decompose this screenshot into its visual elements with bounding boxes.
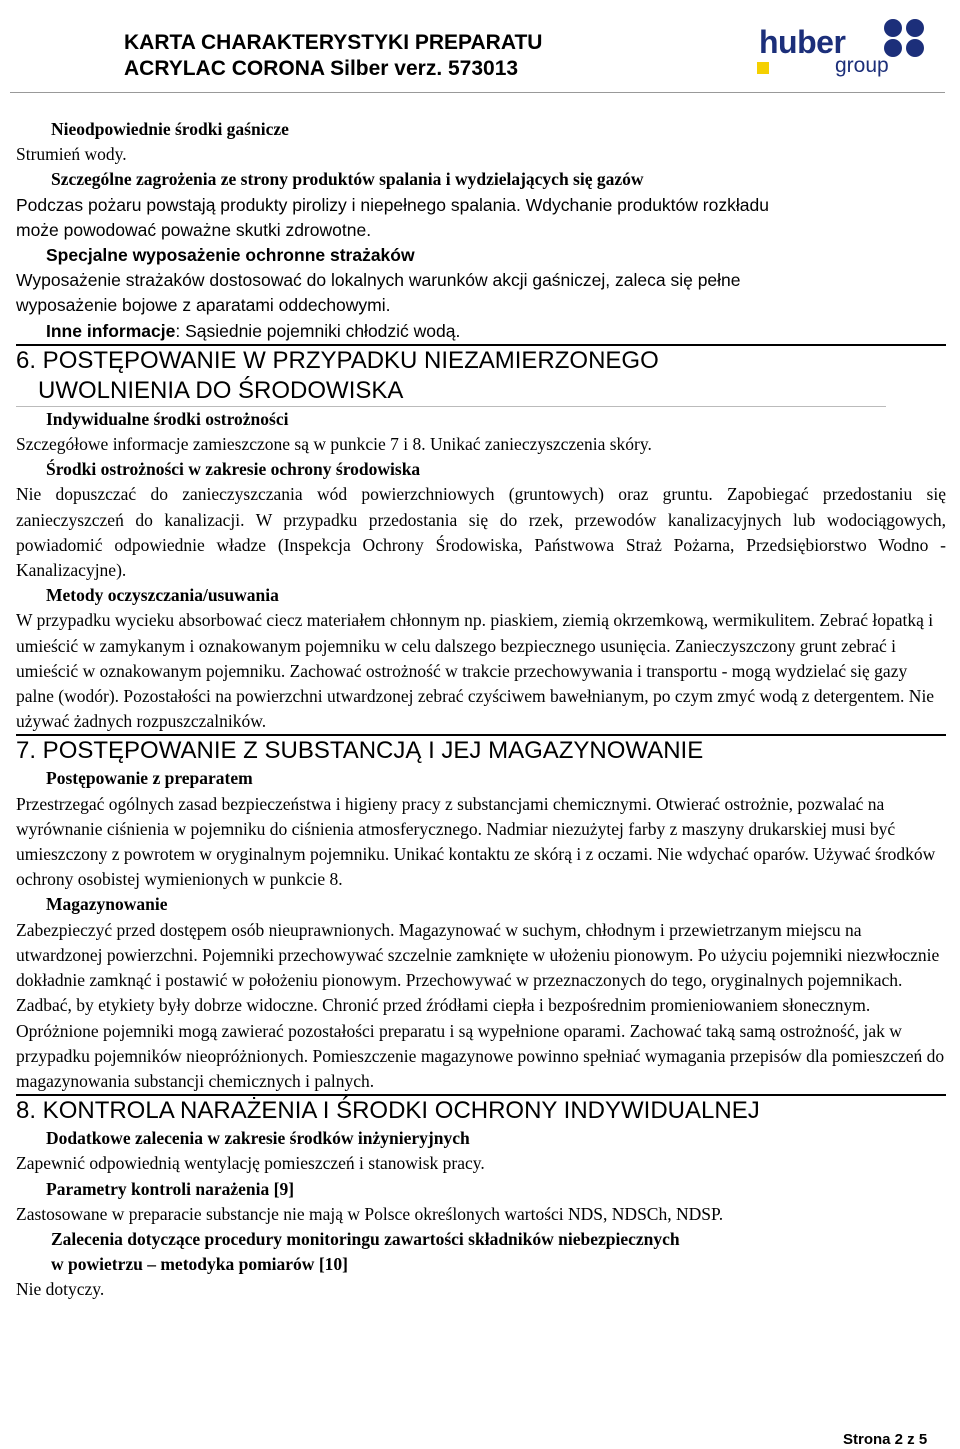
heading-exposure-parameters: Parametry kontroli narażenia [9] [46,1178,295,1199]
section-6-title-line1: 6. POSTĘPOWANIE W PRZYPADKU NIEZAMIERZONEGO [16,346,659,374]
document-title: KARTA CHARAKTERYSTYKI PREPARATU [124,31,543,54]
section-7-title: 7. POSTĘPOWANIE Z SUBSTANCJĄ I JEJ MAGAZYNOWANIE [16,737,704,765]
text-cleanup-methods: W przypadku wycieku absorbować ciecz materiałem chłonnym np. piaskiem, ziemią okrzemkową, wermikulitem. Zebrać łopatką i umieścić w zamykanym i oznakowanym pojemniku w celu dalszego bezpiecznego usunięcia. Zanieczyszczony grunt zebrać i umieścić w oznakowanym pojemniku. Zachować ostrożność w trakcie przechowywania i transportu - mogą wydzielać się gazy palne (wodór). Pozostałości na powierzchni utwardzonej zebrać czyściwem bawełnianym, po czym zmyć wodą z detergentem. Nie używać żadnych rozpuszczalników. [16,608,946,736]
text-monitoring: Nie dotyczy. [16,1279,105,1300]
text-exposure-parameters: Zastosowane w preparacie substancje nie mają w Polsce określonych wartości NDS, NDSCh, NDSP. [16,1203,724,1224]
heading-monitoring-1: Zalecenia dotyczące procedury monitoringu zawartości składników niebezpiecznych [51,1228,680,1249]
other-information-label: Inne informacje [46,320,176,341]
header-divider [10,92,945,93]
text-firefighter-equipment-2: wyposażenie bojowe z aparatami oddechowymi. [16,295,391,316]
text-unsuitable-media: Strumień wody. [16,144,127,165]
text-special-hazards-1: Podczas pożaru powstają produkty pirolizy i niepełnego spalania. Wdychanie produktów rozkładu [16,194,769,215]
text-special-hazards-2: może powodować poważne skutki zdrowotne. [16,219,372,240]
heading-personal-precautions: Indywidualne środki ostrożności [46,408,289,429]
document-body [16,117,946,1303]
text-engineering-controls: Zapewnić odpowiednią wentylację pomieszczeń i stanowisk pracy. [16,1153,485,1174]
heading-storage: Magazynowanie [46,894,168,915]
other-information-text: : Sąsiednie pojemniki chłodzić wodą. [175,320,461,341]
heading-firefighter-equipment: Specjalne wyposażenie ochronne strażaków [46,245,415,266]
text-handling: Przestrzegać ogólnych zasad bezpieczeństwa i higieny pracy z substancjami chemicznymi. Otwierać ostrożnie, pozwalać na wyrównanie ciśnienia w pojemniku do ciśnienia atmosferycznego. Nadmiar niezużytej farby z maszyny drukarskiej musi być umieszczony z powrotem w oryginalnym pojemniku. Unikać kontaktu ze skórą i z oczami. Nie wdychać oparów. Używać środków ochrony osobistej wymienionych w punkcie 8. [16,793,936,890]
heading-monitoring-2: w powietrzu – metodyka pomiarów [10] [51,1254,348,1275]
heading-environmental-precautions: Środki ostrożności w zakresie ochrony środowiska [46,459,421,480]
logo-clover-icon [881,18,929,58]
section-6-title-line2: UWOLNIENIA DO ŚRODOWISKA [16,376,886,407]
page-number: Strona 2 z 5 [843,1431,928,1448]
huber-group-logo [757,18,947,77]
text-personal-precautions: Szczegółowe informacje zamieszczone są w punkcie 7 i 8. Unikać zanieczyszczenia skóry. [16,434,652,455]
heading-cleanup-methods: Metody oczyszczania/usuwania [46,585,279,606]
heading-handling: Postępowanie z preparatem [46,768,253,789]
product-name: ACRYLAC CORONA Silber verz. 573013 [124,57,519,80]
logo-subtext: group [835,54,889,77]
logo-yellow-square [757,62,769,74]
document-header [124,30,542,82]
heading-engineering-controls: Dodatkowe zalecenia w zakresie środków inżynieryjnych [46,1128,470,1149]
section-8-title: 8. KONTROLA NARAŻENIA I ŚRODKI OCHRONY INDYWIDUALNEJ [16,1097,760,1125]
logo-text: huber [759,24,846,60]
other-information [16,319,946,346]
heading-unsuitable-media: Nieodpowiednie środki gaśnicze [51,119,289,139]
heading-special-hazards: Szczególne zagrożenia ze strony produktów spalania i wydzielających się gazów [51,169,644,190]
text-environmental-precautions: Nie dopuszczać do zanieczyszczania wód powierzchniowych (gruntowych) oraz gruntu. Zapobiegać przedostaniu się zanieczyszczeń do kanalizacji. W przypadku przedostania się do rzek, przewodów kanalizacyjnych lub wodociągowych, powiadomić odpowiednie władze (Inspekcja Ochrony Środowiska, Państwowa Straż Pożarna, Przedsiębiorstwo Wodno - Kanalizacyjne). [16,484,946,581]
section-6-title [16,346,946,407]
text-firefighter-equipment-1: Wyposażenie strażaków dostosować do lokalnych warunków akcji gaśniczej, zaleca się pełne [16,270,741,291]
text-storage: Zabezpieczyć przed dostępem osób nieuprawnionych. Magazynować w suchym, chłodnym i przewietrzanym miejscu na utwardzonej powierzchni. Pojemniki przechowywać szczelnie zamknięte w ułożeniu pionowym. Po użyciu pojemniki niezwłocznie dokładnie zamknąć i postawić w położeniu pionowym. Przechowywać w przeznaczonych do tego, oryginalnych pojemnikach. Zadbać, by etykiety były dobrze widoczne. Chronić przed źródłami ciepła i bezpośrednim promieniowaniem słonecznym. Opróżnione pojemniki mogą zawierać pozostałości preparatu i są wypełnione oparami. Zachować taką samą ostrożność, jak w przypadku pojemników nieopróżnionych. Pomieszczenie magazynowe powinno spełniać wymagania przepisów dla pomieszczeń do magazynowania substancji chemicznych i palnych. [16,918,946,1096]
